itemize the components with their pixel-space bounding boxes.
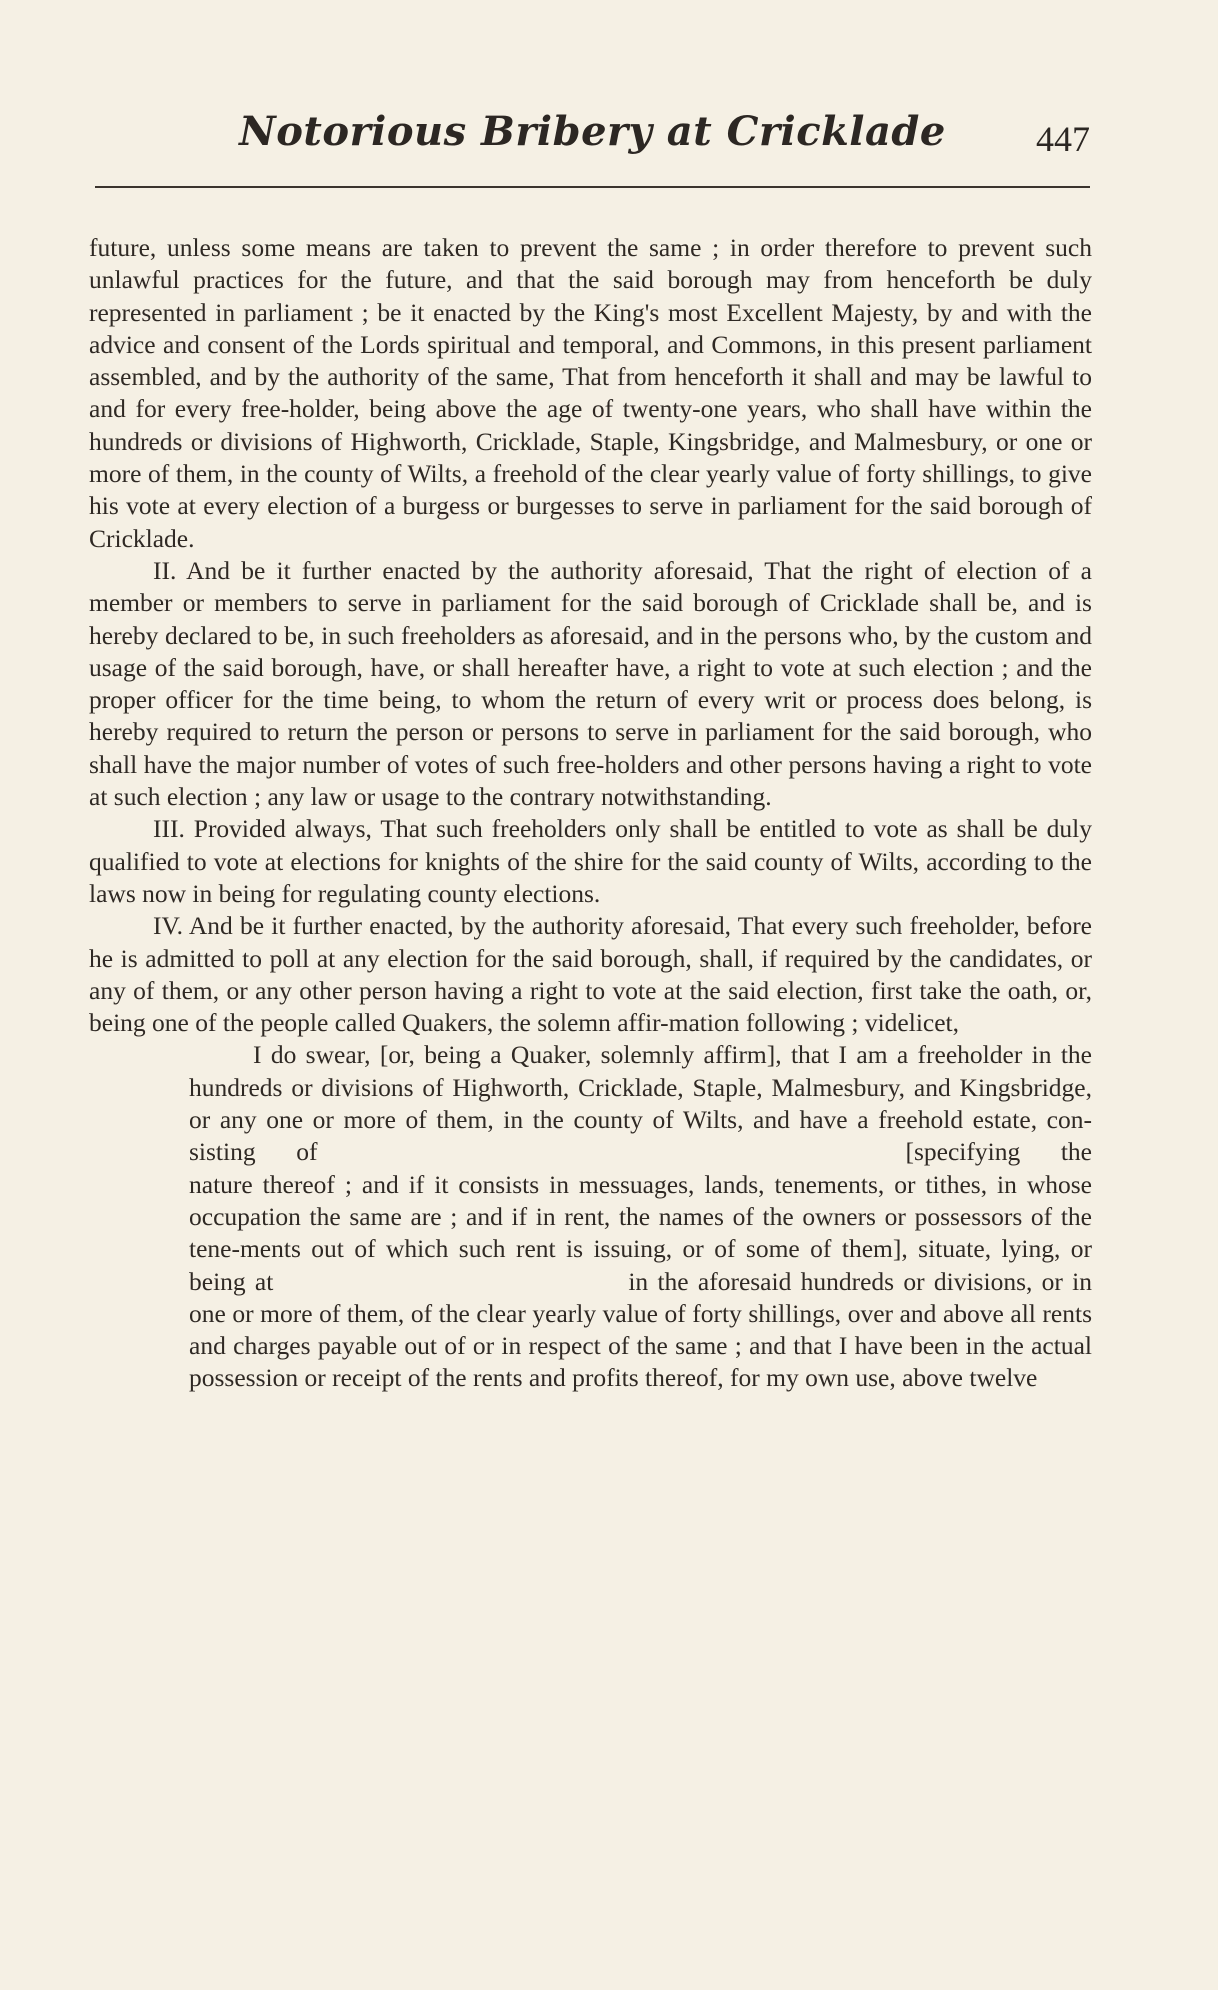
oath-part-3: in the aforesaid hundreds or divisions, or in one or more of them, of the clear yearly value of forty shillings, over and above all rents and charges payable out of or in respect of the same ; and that I have been in the actual possession or receipt of the rents and profits thereof, for my own use, above twelve — [189, 1266, 1092, 1393]
page-header — [95, 108, 1090, 168]
header-rule — [95, 186, 1090, 188]
paragraph-continuation: future, unless some means are taken to prevent the same ; in order therefore to prevent such unlawful practices for the future, and that the said borough may from henceforth be duly represented in parliament ; be it enacted by the King's most Excellent Majesty, by and with the advice and consent of the Lords spiritual and temporal, and Commons, in this present parliament assembled, and by the authority of the same, That from henceforth it shall and may be lawful to and for every free-holder, being above the age of twenty-one years, who shall have within the hundreds or divisions of Highworth, Cricklade, Staple, Kingsbridge, and Malmesbury, or one or more of them, in the county of Wilts, a freehold of the clear yearly value of forty shillings, to give his vote at every election of a burgess or burgesses to serve in parliament for the said borough of Cricklade. — [89, 233, 1092, 553]
running-title: Notorious Bribery at Cricklade — [239, 108, 946, 155]
oath-part-1: I do swear, [or, being a Quaker, solemnly affirm], that I am a freeholder in the hundreds or divisions of Highworth, Cricklade, Staple, Malmesbury, and Kingsbridge, or any one or more of them, in the county of Wilts, and have a freehold estate, con-sisting of — [189, 1040, 1092, 1167]
paragraph-section-2: II. And be it further enacted by the authority aforesaid, That the right of election of a member or members to serve in parliament for the said borough of Cricklade shall be, and is hereby declared to be, in such freeholders as aforesaid, and in the persons who, by the custom and usage of the said borough, have, or shall hereafter have, a right to vote at such election ; and the proper officer for the time being, to whom the return of every writ or process does belong, is hereby required to return the person or persons to serve in parliament for the said borough, who shall have the major number of votes of such free-holders and other persons having a right to vote at such election ; any law or usage to the contrary notwithstanding. — [89, 555, 1092, 812]
oath-part-2: [specifying the nature thereof ; and if it consists in messuages, lands, tenements, or tithes, in whose occupation the same are ; and if in rent, the names of the owners or possessors of the tene-ments out of which such rent is issuing, or of some of them], situate, lying, or being at — [189, 1137, 1092, 1296]
oath-text — [189, 1039, 1092, 1394]
paragraph-section-4: IV. And be it further enacted, by the authority aforesaid, That every such freeholder, before he is admitted to poll at any election for the said borough, shall, if required by the candidates, or any of them, or any other person having a right to vote at the said election, first take the oath, or, being one of the people called Quakers, the solemn affir-mation following ; videlicet, — [89, 911, 1092, 1038]
oath-block — [189, 1039, 1092, 1394]
body-text — [89, 232, 1092, 1395]
page-number: 447 — [1036, 119, 1090, 159]
paragraph-section-3: III. Provided always, That such freeholders only shall be entitled to vote as shall be duly qualified to vote at elections for knights of the shire for the said county of Wilts, according to the laws now in being for regulating county elections. — [89, 814, 1092, 908]
